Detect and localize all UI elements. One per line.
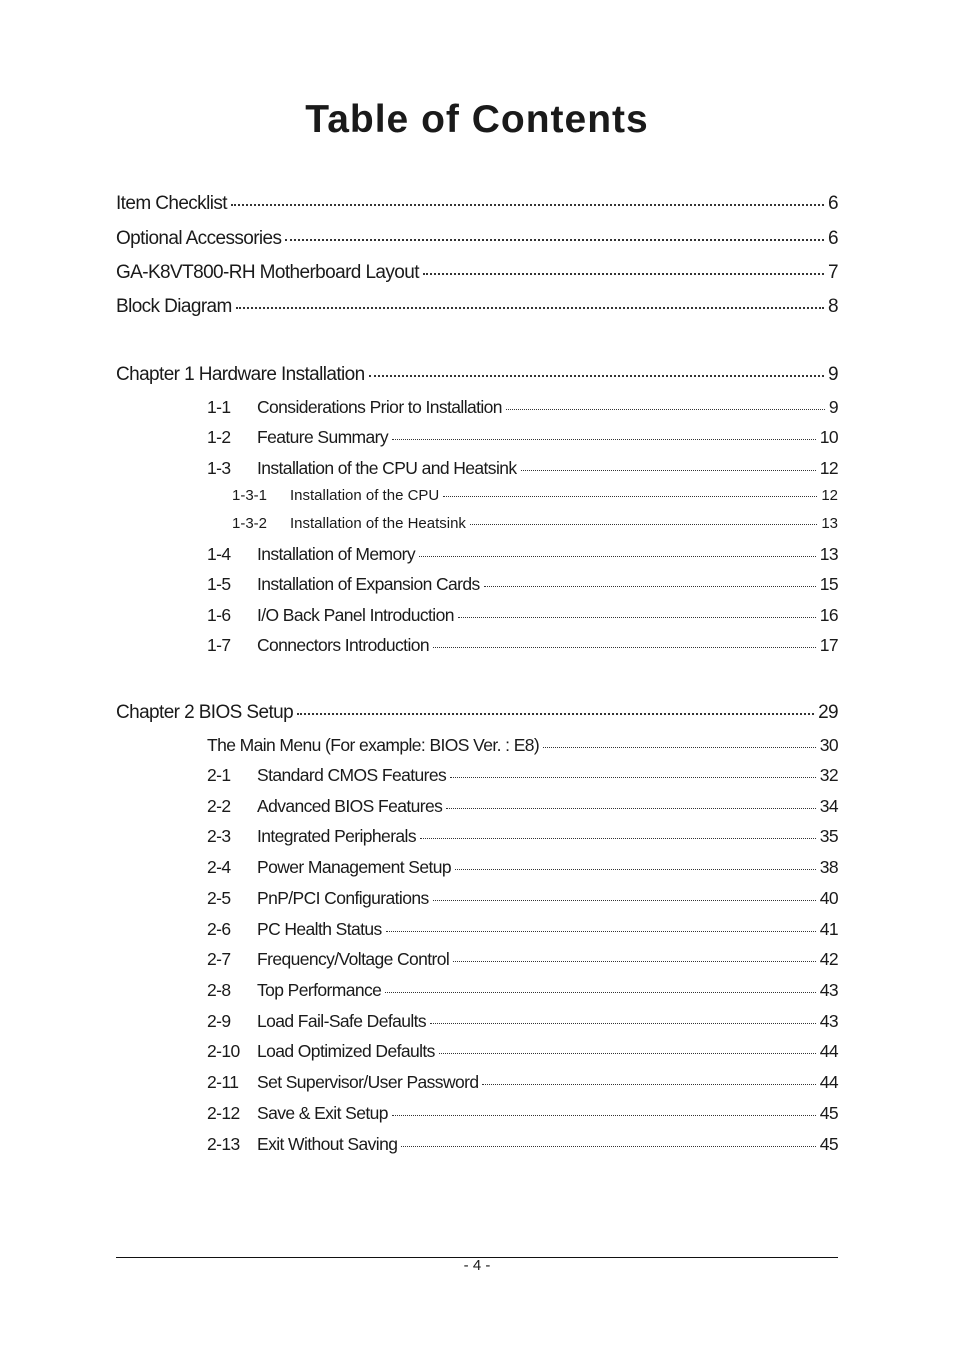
toc-entry-number: 2-5 xyxy=(207,888,231,908)
toc-entry-label: Set Supervisor/User Password xyxy=(257,1072,479,1092)
toc-entry[interactable] xyxy=(207,1041,838,1062)
toc-entry-label: GA-K8VT800-RH Motherboard Layout xyxy=(116,262,419,283)
toc-entry-number: 1-3-1 xyxy=(232,487,268,504)
toc-entry-page: 12 xyxy=(819,458,838,478)
toc-entry-number: 1-6 xyxy=(207,605,231,625)
toc-dot-leader xyxy=(385,992,815,993)
toc-dot-leader xyxy=(482,1084,815,1085)
toc-entry-page: 13 xyxy=(819,544,838,564)
toc-entry-number: 2-2 xyxy=(207,796,231,816)
toc-entry-label: Power Management Setup xyxy=(257,857,452,877)
toc-entry-page: 6 xyxy=(828,228,838,249)
toc-entry-page: 15 xyxy=(819,574,838,594)
toc-entry-number: 1-2 xyxy=(207,427,231,447)
page-title: Table of Contents xyxy=(305,98,649,141)
toc-entry-page: 32 xyxy=(819,765,838,785)
toc-dot-leader xyxy=(231,204,824,206)
toc-entry-number: 1-7 xyxy=(207,635,231,655)
toc-dot-leader xyxy=(392,439,816,440)
toc-entry-page: 6 xyxy=(828,193,838,214)
toc-dot-leader xyxy=(443,496,817,497)
toc-entry-page: 34 xyxy=(819,796,838,816)
toc-entry[interactable] xyxy=(116,228,838,250)
toc-dot-leader xyxy=(420,838,816,839)
toc-entry[interactable] xyxy=(116,702,838,724)
toc-entry-number: 2-7 xyxy=(207,949,231,969)
toc-entry-label: Installation of Memory xyxy=(257,544,415,564)
toc-entry-label: Load Fail-Safe Defaults xyxy=(257,1011,427,1031)
toc-entry-page: 30 xyxy=(819,735,838,755)
toc-entry[interactable] xyxy=(116,193,838,215)
toc-entry-page: 45 xyxy=(819,1134,838,1154)
toc-entry[interactable] xyxy=(116,262,838,284)
toc-dot-leader xyxy=(458,617,816,618)
toc-entry[interactable] xyxy=(207,980,838,1001)
toc-entry[interactable] xyxy=(207,1072,838,1093)
toc-entry-page: 17 xyxy=(819,635,838,655)
toc-dot-leader xyxy=(369,375,824,377)
toc-entry-label: Installation of the CPU xyxy=(290,487,440,504)
toc-dot-leader xyxy=(423,273,824,275)
toc-entry-page: 42 xyxy=(819,949,838,969)
toc-entry-number: 2-9 xyxy=(207,1011,231,1031)
toc-entry-number: 2-3 xyxy=(207,826,231,846)
toc-entry[interactable] xyxy=(232,515,838,532)
toc-entry[interactable] xyxy=(207,1134,838,1155)
toc-entry-label: Integrated Peripherals xyxy=(257,826,416,846)
toc-dot-leader xyxy=(392,1115,816,1116)
toc-entry-label: Frequency/Voltage Control xyxy=(257,949,450,969)
toc-entry[interactable] xyxy=(207,765,838,786)
toc-entry-page: 38 xyxy=(819,857,838,877)
toc-entry-label: Save & Exit Setup xyxy=(257,1103,388,1123)
toc-entry[interactable] xyxy=(207,919,838,940)
toc-entry-number: 1-4 xyxy=(207,544,231,564)
toc-entry-number: 2-10 xyxy=(207,1041,240,1061)
toc-entry-number: 2-13 xyxy=(207,1134,240,1154)
toc-entry[interactable] xyxy=(207,735,838,756)
toc-dot-leader xyxy=(297,713,814,715)
toc-entry[interactable] xyxy=(207,427,838,448)
toc-entry[interactable] xyxy=(207,397,838,418)
toc-entry[interactable] xyxy=(207,1011,838,1032)
toc-entry-label: The Main Menu (For example: BIOS Ver. : E8) xyxy=(207,735,540,755)
toc-entry[interactable] xyxy=(207,796,838,817)
toc-entry[interactable] xyxy=(207,949,838,970)
toc-entry-label: Chapter 1 Hardware Installation xyxy=(116,364,365,385)
toc-entry-page: 8 xyxy=(828,296,838,317)
toc-entry-page: 44 xyxy=(819,1041,838,1061)
toc-entry[interactable] xyxy=(207,635,838,656)
toc-dot-leader xyxy=(506,409,825,410)
toc-dot-leader xyxy=(484,586,816,587)
toc-entry-number: 1-3-2 xyxy=(232,515,268,532)
toc-dot-leader xyxy=(285,239,824,241)
toc-entry[interactable] xyxy=(207,458,838,479)
toc-entry-page: 41 xyxy=(819,919,838,939)
toc-entry-page: 13 xyxy=(821,515,838,532)
toc-entry-label: Considerations Prior to Installation xyxy=(257,397,502,417)
toc-entry-label: Chapter 2 BIOS Setup xyxy=(116,702,294,723)
page-number: - 4 - xyxy=(463,1257,491,1274)
toc-dot-leader xyxy=(439,1053,816,1054)
toc-dot-leader xyxy=(470,524,817,525)
toc-entry-page: 10 xyxy=(819,427,838,447)
toc-dot-leader xyxy=(430,1023,816,1024)
toc-entry-label: Standard CMOS Features xyxy=(257,765,447,785)
toc-entry-page: 7 xyxy=(828,262,838,283)
toc-entry-label: Connectors Introduction xyxy=(257,635,430,655)
toc-entry-number: 2-6 xyxy=(207,919,231,939)
toc-entry-label: Item Checklist xyxy=(116,193,227,214)
toc-dot-leader xyxy=(446,808,815,809)
toc-entry-page: 16 xyxy=(819,605,838,625)
toc-entry-page: 9 xyxy=(828,397,838,417)
toc-entry-page: 12 xyxy=(821,487,838,504)
toc-entry-number: 2-11 xyxy=(207,1072,239,1092)
toc-entry-label: Installation of the CPU and Heatsink xyxy=(257,458,517,478)
toc-entry-number: 2-8 xyxy=(207,980,231,1000)
toc-entry[interactable] xyxy=(207,1103,838,1124)
toc-entry-number: 2-4 xyxy=(207,857,231,877)
toc-entry-label: Advanced BIOS Features xyxy=(257,796,443,816)
toc-entry-page: 9 xyxy=(828,364,838,385)
toc-entry-label: PC Health Status xyxy=(257,919,382,939)
toc-entry-page: 29 xyxy=(818,702,838,723)
toc-entry[interactable] xyxy=(116,296,838,318)
toc-entry-page: 45 xyxy=(819,1103,838,1123)
toc-entry-label: PnP/PCI Configurations xyxy=(257,888,429,908)
toc-dot-leader xyxy=(433,900,816,901)
toc-entry-label: Installation of Expansion Cards xyxy=(257,574,480,594)
toc-entry[interactable] xyxy=(207,826,838,847)
toc-dot-leader xyxy=(433,647,816,648)
toc-entry-label: I/O Back Panel Introduction xyxy=(257,605,454,625)
toc-entry-label: Feature Summary xyxy=(257,427,389,447)
toc-entry[interactable] xyxy=(207,888,838,909)
toc-entry-page: 35 xyxy=(819,826,838,846)
toc-dot-leader xyxy=(401,1146,815,1147)
toc-entry-number: 1-1 xyxy=(207,397,231,417)
toc-entry-label: Exit Without Saving xyxy=(257,1134,398,1154)
toc-dot-leader xyxy=(455,869,816,870)
toc-entry[interactable] xyxy=(207,544,838,565)
toc-dot-leader xyxy=(386,931,816,932)
toc-entry-label: Installation of the Heatsink xyxy=(290,515,466,532)
toc-entry-number: 1-5 xyxy=(207,574,231,594)
toc-dot-leader xyxy=(236,307,824,309)
toc-entry[interactable] xyxy=(207,605,838,626)
toc-entry-label: Optional Accessories xyxy=(116,228,282,249)
toc-entry-number: 2-12 xyxy=(207,1103,240,1123)
toc-entry[interactable] xyxy=(116,364,838,386)
toc-entry-page: 44 xyxy=(819,1072,838,1092)
toc-dot-leader xyxy=(543,747,816,748)
toc-entry-label: Top Performance xyxy=(257,980,382,1000)
toc-dot-leader xyxy=(453,961,816,962)
toc-entry-number: 1-3 xyxy=(207,458,231,478)
toc-entry[interactable] xyxy=(207,857,838,878)
toc-entry-label: Load Optimized Defaults xyxy=(257,1041,435,1061)
toc-entry[interactable] xyxy=(232,487,838,504)
toc-entry-label: Block Diagram xyxy=(116,296,232,317)
toc-entry-number: 2-1 xyxy=(207,765,231,785)
toc-entry-page: 43 xyxy=(819,980,838,1000)
toc-dot-leader xyxy=(450,777,816,778)
toc-dot-leader xyxy=(419,556,816,557)
toc-entry[interactable] xyxy=(207,574,838,595)
toc-dot-leader xyxy=(521,470,816,471)
toc-entry-page: 40 xyxy=(819,888,838,908)
toc-entry-page: 43 xyxy=(819,1011,838,1031)
